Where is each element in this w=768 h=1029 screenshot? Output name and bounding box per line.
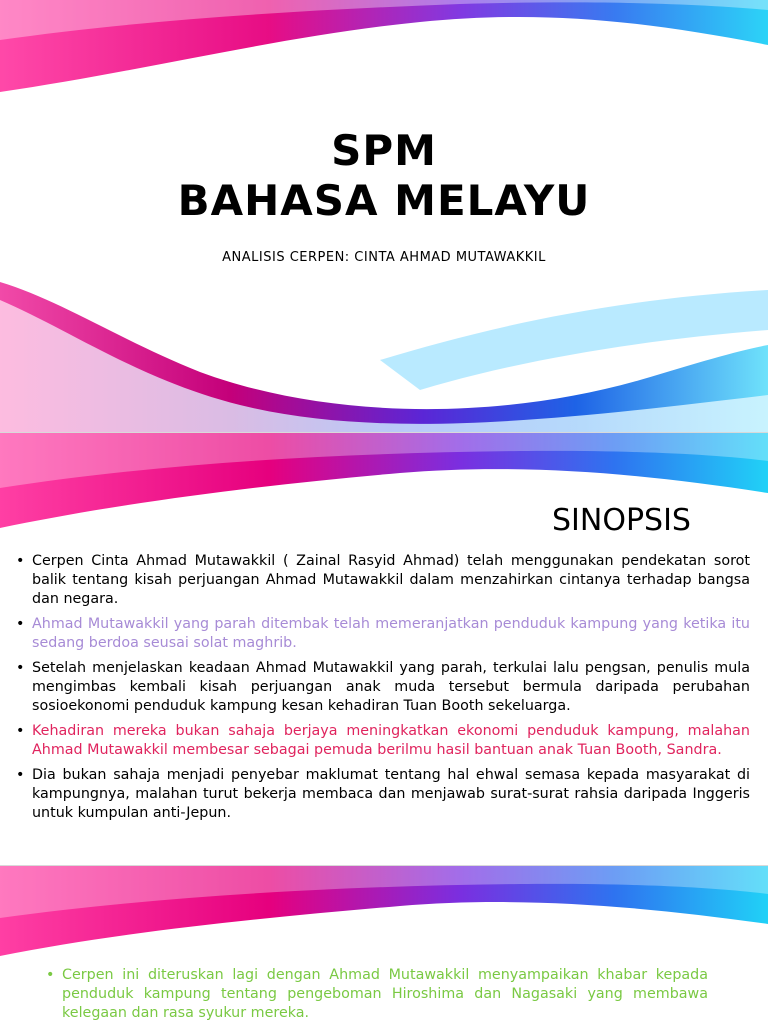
bullet-icon: • (16, 553, 25, 569)
list-item (14, 552, 750, 609)
bullet-text: Cerpen ini diteruskan lagi dengan Ahmad Mutawakkil menyampaikan khabar kepada penduduk kampung tentang pengeboman Hiroshima dan Nagasaki yang membawa kelegaan dan rasa syukur mereka. (62, 967, 708, 1021)
list-item (14, 659, 750, 716)
bullet-text: Ahmad Mutawakkil yang parah ditembak telah memeranjatkan penduduk kampung yang ketika itu sedang berdoa seusai solat maghrib. (32, 616, 750, 651)
subtitle: ANALISIS CERPEN: CINTA AHMAD MUTAWAKKIL (222, 250, 546, 265)
bullet-text: Cerpen Cinta Ahmad Mutawakkil ( Zainal Rasyid Ahmad) telah menggunakan pendekatan sorot balik tentang kisah perjuangan Ahmad Mutawakkil dalam menzahirkan cintanya terhadap bangsa dan negara. (32, 553, 750, 607)
list-item (14, 722, 750, 760)
list-item (14, 615, 750, 653)
continuation-bullet-list (44, 966, 708, 1029)
bullet-icon: • (16, 660, 25, 676)
title-slide (0, 0, 768, 432)
list-item (14, 766, 750, 823)
bullet-icon: • (16, 767, 25, 783)
bullet-icon: • (46, 967, 55, 983)
bullet-icon: • (16, 616, 25, 632)
bullet-text: Setelah menjelaskan keadaan Ahmad Mutawakkil yang parah, terkulai lalu pengsan, penulis mula mengimbas kembali kisah perjuangan anak muda tersebut bermula daripada perubahan sosioekonomi penduduk kampung kesan kehadiran Tuan Booth sekeluarga. (32, 660, 750, 714)
bullet-text: Dia bukan sahaja menjadi penyebar maklumat tentang hal ehwal semasa kepada masyarakat di kampungnya, malahan turut bekerja membaca dan menjawab surat-surat rahsia daripada Inggeris untuk kumpulan anti-Jepun. (32, 767, 750, 821)
list-item (44, 966, 708, 1023)
synopsis-bullet-list (14, 552, 750, 829)
bullet-text: Kehadiran mereka bukan sahaja berjaya meningkatkan ekonomi penduduk kampung, malahan Ahmad Mutawakkil membesar sebagai pemuda berilmu hasil bantuan anak Tuan Booth, Sandra. (32, 723, 750, 758)
bullet-icon: • (16, 723, 25, 739)
section-heading: SINOPSIS (552, 503, 691, 538)
title-line-2: BAHASA MELAYU (177, 176, 591, 225)
title-line-1: SPM (331, 126, 437, 175)
